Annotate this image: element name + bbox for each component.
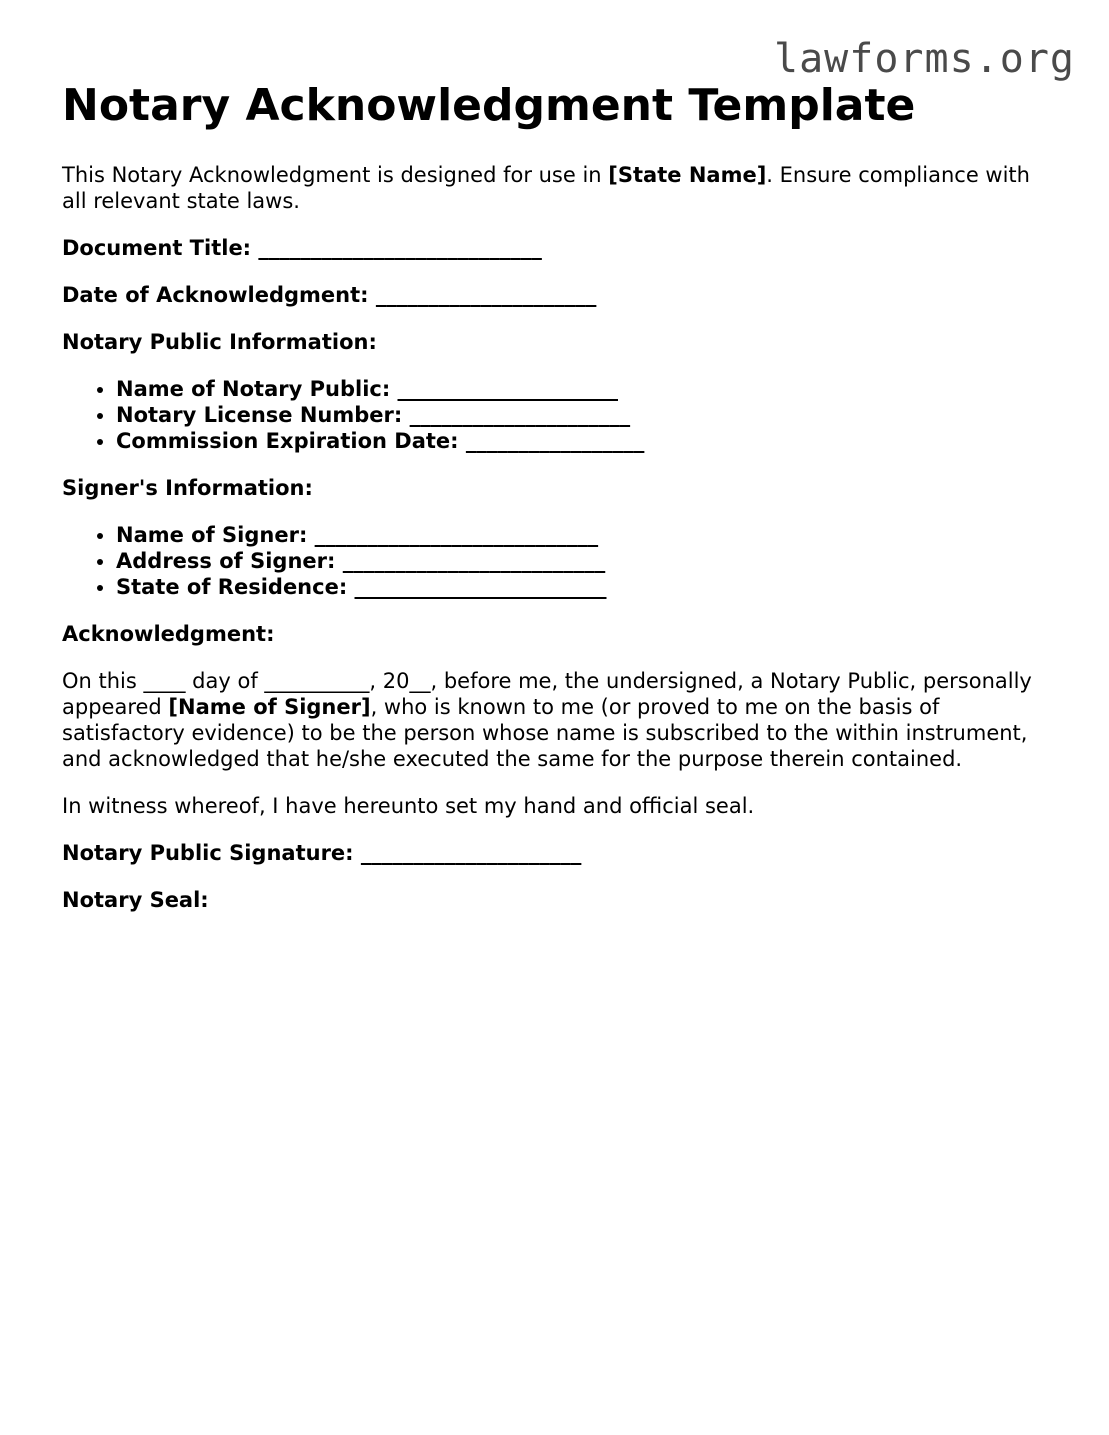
witness-statement: In witness whereof, I have hereunto set my hand and official seal. <box>62 794 755 818</box>
watermark-logo: lawforms.org <box>774 36 1075 82</box>
state-name-placeholder: [State Name] <box>608 163 767 187</box>
notary-info-list <box>62 376 1042 454</box>
signer-name-placeholder: [Name of Signer] <box>168 695 371 719</box>
intro-paragraph <box>62 162 1042 214</box>
date-of-acknowledgment-field: Date of Acknowledgment: _____________________ <box>62 283 597 307</box>
document-title-field: Document Title: ___________________________ <box>62 236 542 260</box>
page-title: Notary Acknowledgment Template <box>62 80 916 131</box>
commission-expiration-field: • Commission Expiration Date: _________________ <box>116 428 1042 454</box>
intro-text-after: . Ensure compliance with all relevant state laws. <box>62 163 1030 213</box>
acknowledgment-paragraph <box>62 668 1042 772</box>
acknowledgment-text-after: , who is known to me (or proved to me on the basis of satisfactory evidence) to be the person whose name is subscribed to the within instrument, and acknowledged that he/she executed the same for the purpose therein contained. <box>62 695 1028 771</box>
notary-seal-label: Notary Seal: <box>62 888 209 912</box>
signer-address-field: • Address of Signer: _________________________ <box>116 548 1042 574</box>
intro-text-before: This Notary Acknowledgment is designed for use in <box>62 163 609 187</box>
acknowledgment-text-before: On this ____ day of __________, 20__, before me, the undersigned, a Notary Public, personally appeared <box>62 669 1032 719</box>
signer-info-list <box>62 522 1042 600</box>
acknowledgment-heading: Acknowledgment: <box>62 622 275 646</box>
signer-state-field: • State of Residence: ________________________ <box>116 574 1042 600</box>
document-page <box>62 80 1042 913</box>
notary-signature-field: Notary Public Signature: _____________________ <box>62 841 582 865</box>
signer-info-heading: Signer's Information: <box>62 476 313 500</box>
signer-name-field: • Name of Signer: ___________________________ <box>116 522 1042 548</box>
notary-info-heading: Notary Public Information: <box>62 330 377 354</box>
notary-name-field: • Name of Notary Public: _____________________ <box>116 376 1042 402</box>
notary-license-field: • Notary License Number: _____________________ <box>116 402 1042 428</box>
